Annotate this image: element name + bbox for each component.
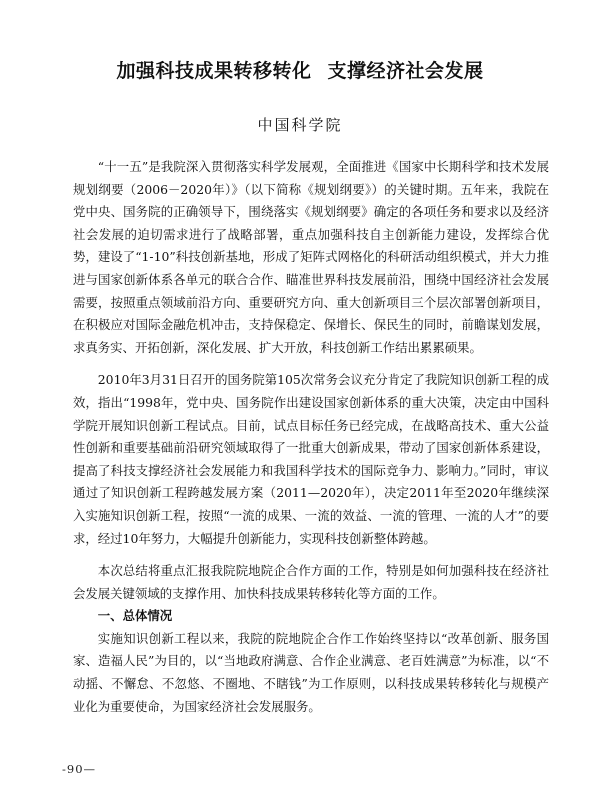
- title-part-2: 支撑经济社会发展: [327, 60, 484, 82]
- page-title: [0, 56, 600, 83]
- title-part-1: 加强科技成果转移转化: [116, 60, 312, 82]
- paragraph-2: 2010年3月31日召开的国务院第105次常务会议充分肯定了我院知识创新工程的成效，指出“1998年，党中央、国务院作出建设国家创新体系的重大决策，决定由中国科学院开展知识创新工程试点。目前，试点目标任务已经完成，在战略高技术、重大公益性创新和重要基础前沿研究领域取得了一批重大创新成果，带动了国家创新体系建设，提高了科技支撑经济社会发展能力和我国科学技术的国际竞争力、影响力。”同时，审议通过了知识创新工程跨越发展方案（2011—2020年），决定2011年至2020年继续深入实施知识创新工程，按照“一流的成果、一流的效益、一流的管理、一流的人才”的要求，经过10年努力，大幅提升创新能力，实现科技创新整体跨越。: [73, 372, 549, 546]
- paragraph-1: “十一五”是我院深入贯彻落实科学发展观，全面推进《国家中长期科学和技术发展规划纲要（2006－2020年）》（以下简称《规划纲要》）的关键时期。五年来，我院在党中央、国务院的正确领导下，围绕落实《规划纲要》确定的各项任务和要求以及经济社会发展的迫切需求进行了战略部署，重点加强科技自主创新能力建设，发挥综合优势，建设了“1-10”科技创新基地，形成了矩阵式网格化的科研活动组织模式，并大力推进与国家创新体系各单元的联合合作、瞄准世界科技发展前沿，围绕中国经济社会发展需要，按照重点领域前沿方向、重要研究方向、重大创新项目三个层次部署创新项目，在积极应对国际金融危机冲击，支持保稳定、保增长、保民生的同时，前瞻谋划发展，求真务实、开拓创新，深化发展、扩大开放，科技创新工作结出累累硕果。: [73, 159, 549, 355]
- section-heading: 一、总体情况: [97, 608, 173, 624]
- page-number: -90—: [62, 762, 97, 776]
- body-text: [73, 156, 549, 718]
- author: 中国科学院: [257, 116, 343, 134]
- paragraph-3: 本次总结将重点汇报我院院地院企合作方面的工作，特别是如何加强科技在经济社会发展关键领域的支撑作用、加快科技成果转移转化等方面的工作。: [73, 563, 549, 601]
- section-paragraph: 实施知识创新工程以来，我院的院地院企合作工作始终坚持以“改革创新、服务国家、造福人民”为目的，以“当地政府满意、合作企业满意、老百姓满意”为标准，以“不动摇、不懈怠、不忽悠、不圈地、不瞎钱”为工作原则，以科技成果转移转化与规模产业化为重要使命，为国家经济社会发展服务。: [73, 630, 549, 714]
